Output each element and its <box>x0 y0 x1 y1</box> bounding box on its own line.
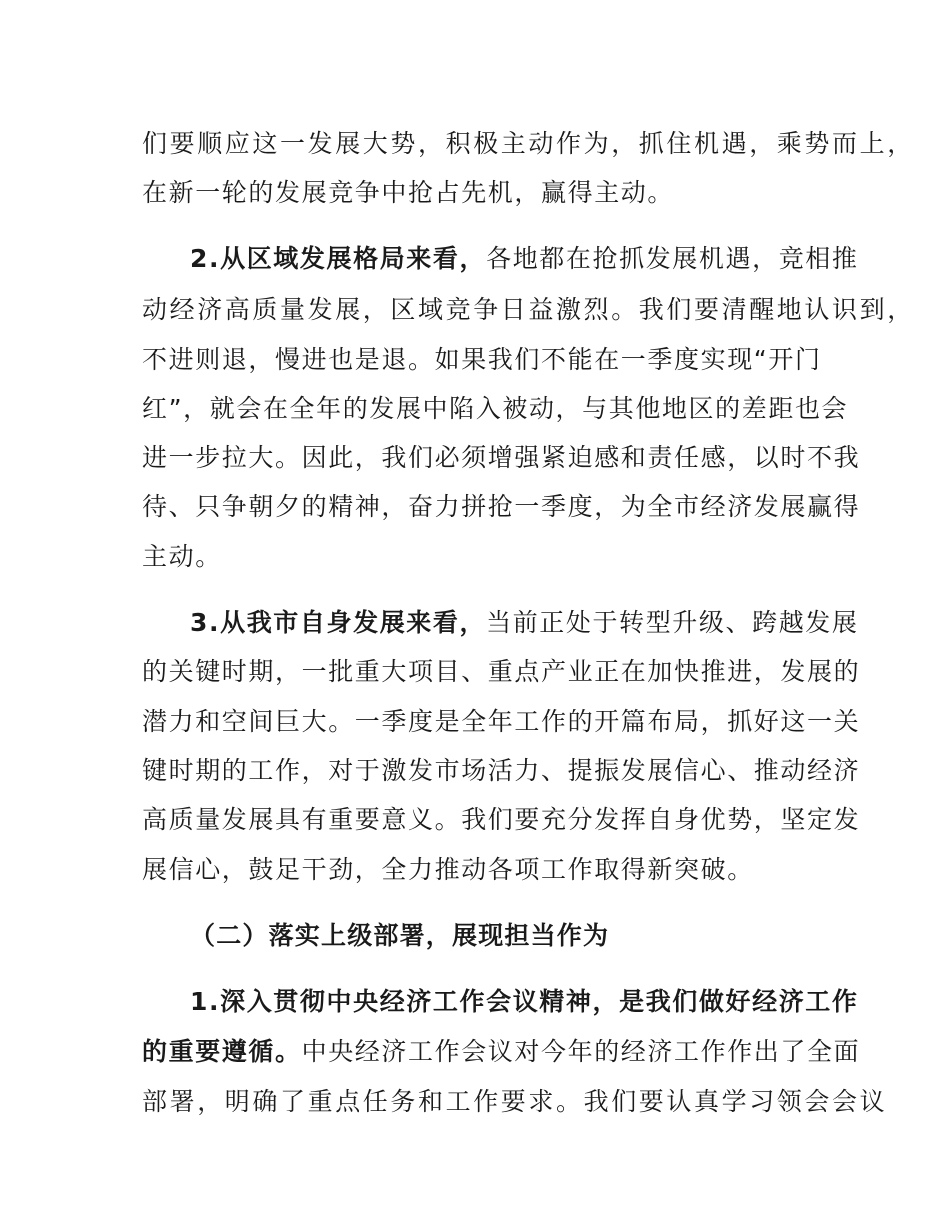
paragraph-line <box>142 1037 861 1067</box>
paragraph-line: 键时期的工作，对于激发市场活力、提振发展信心、推动经济 <box>142 756 861 785</box>
paragraph-line: 的关键时期，一批重大项目、重点产业正在加快推进，发展的 <box>142 657 861 686</box>
paragraph-line: 进一步拉大。因此，我们必须增强紧迫感和责任感，以时不我 <box>142 443 861 472</box>
paragraph-lead: 2.从区域发展格局来看， <box>190 244 487 273</box>
paragraph-line: 不进则退，慢进也是退。如果我们不能在一季度实现“开门 <box>142 345 822 374</box>
section-heading: （二）落实上级部署，展现担当作为 <box>190 921 610 950</box>
paragraph-line: 潜力和空间巨大。一季度是全年工作的开篇布局，抓好这一关 <box>142 707 861 736</box>
paragraph-line: 展信心，鼓足干劲，全力推动各项工作取得新突破。 <box>142 855 754 884</box>
paragraph-first-line <box>190 608 890 638</box>
paragraph-line: 主动。 <box>142 542 222 571</box>
paragraph-text: 当前正处于转型升级、跨越发展 <box>486 608 859 637</box>
paragraph-lead: 1.深入贯彻中央经济工作会议精神，是我们做好经济工作 <box>190 987 859 1016</box>
paragraph-first-line <box>190 244 890 274</box>
paragraph-line: 高质量发展具有重要意义。我们要充分发挥自身优势，坚定发 <box>142 805 861 834</box>
paragraph-lead: 3.从我市自身发展来看， <box>190 608 487 637</box>
paragraph-line: 部署，明确了重点任务和工作要求。我们要认真学习领会会议 <box>142 1087 888 1116</box>
paragraph-line: 动经济高质量发展，区域竞争日益激烈。我们要清醒地认识到， <box>142 295 915 324</box>
paragraph-text: 各地都在抢抓发展机遇，竞相推 <box>486 244 859 273</box>
paragraph-line: 们要顺应这一发展大势，积极主动作为，抓住机遇，乘势而上， <box>142 129 915 158</box>
paragraph-line: 在新一轮的发展竞争中抢占先机，赢得主动。 <box>142 178 675 207</box>
paragraph-text: 中央经济工作会议对今年的经济工作作出了全面 <box>301 1037 861 1066</box>
paragraph-line: 待、只争朝夕的精神，奋力拼抢一季度，为全市经济发展赢得 <box>142 492 861 521</box>
paragraph-line: 红”，就会在全年的发展中陷入被动，与其他地区的差距也会 <box>142 394 849 423</box>
paragraph-lead: 的重要遵循。 <box>142 1037 302 1066</box>
